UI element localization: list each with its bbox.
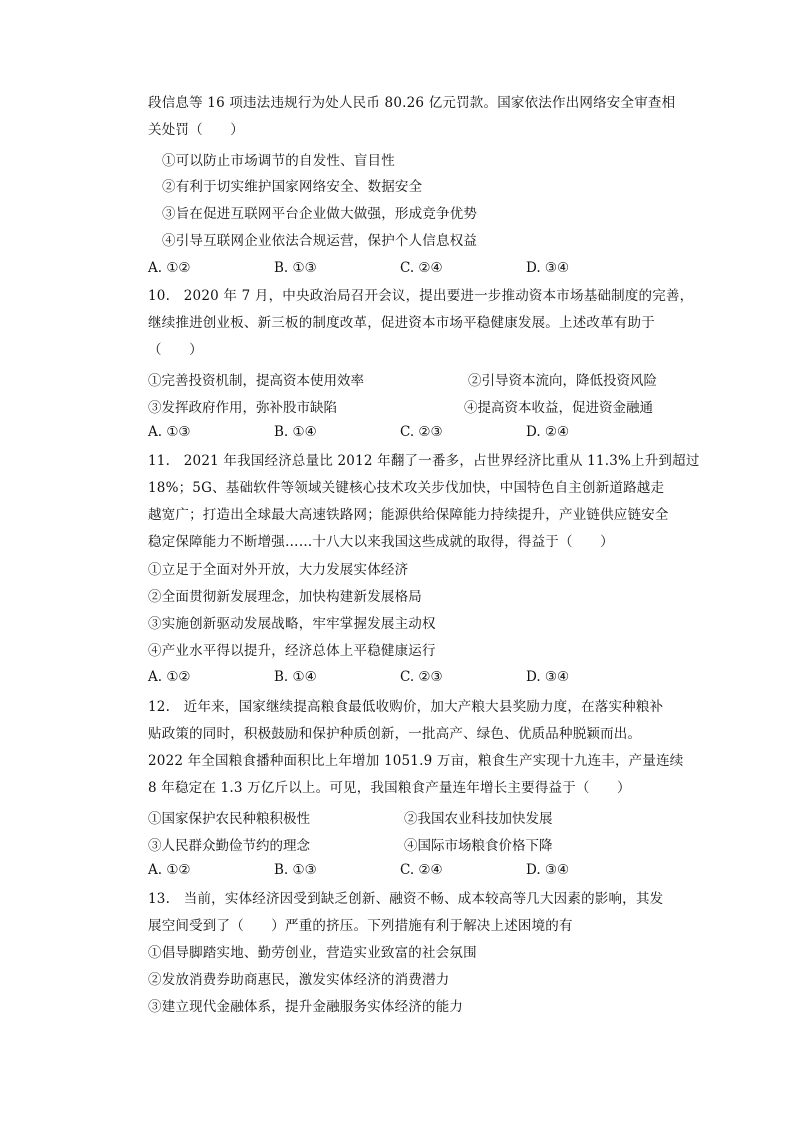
q11-option: ①立足于全面对外开放，大力发展实体经济 — [148, 562, 409, 578]
q10-option: ②引导资本流向，降低投资风险 — [468, 373, 657, 389]
q12-stem-line: 12. 近年来，国家继续提高粮食最低收购价，加大产粮大县奖励力度，在落实种粮补 — [148, 699, 664, 715]
q11-option: ③实施创新驱动发展战略，牢牢掌握发展主动权 — [148, 616, 436, 632]
q9-answer-d: D. ③④ — [526, 260, 570, 276]
q11-stem-line: 18%；5G、基础软件等领域关键核心技术攻关步伐加快，中国特色自主创新道路越走 — [148, 480, 665, 496]
q9-option: ②有利于切实维护国家网络安全、数据安全 — [162, 179, 423, 195]
q11-answer-c: C. ②③ — [400, 669, 443, 685]
q10-option: ③发挥政府作用，弥补股市缺陷 — [148, 400, 337, 416]
q13-stem-line: 13. 当前，实体经济因受到缺乏创新、融资不畅、成本较高等几大因素的影响，其发 — [148, 891, 664, 907]
q10-answer-b: B. ①④ — [274, 424, 317, 440]
q11-option: ②全面贯彻新发展理念，加快构建新发展格局 — [148, 589, 422, 605]
q12-option: ①国家保护农民种粮积极性 — [148, 811, 310, 827]
q11-option: ④产业水平得以提升，经济总体上平稳健康运行 — [148, 643, 436, 659]
q9-answer-a: A. ①② — [148, 260, 191, 276]
q9-option: ③旨在促进互联网平台企业做大做强，形成竞争优势 — [162, 206, 478, 222]
q12-answer-b: B. ①③ — [274, 862, 317, 878]
q11-stem-line: 11. 2021 年我国经济总量比 2012 年翻了一番多，占世界经济比重从 11.3%上升到超过 — [148, 453, 700, 469]
q12-option: ②我国农业科技加快发展 — [404, 811, 553, 827]
q13-option: ②发放消费券助商惠民，激发实体经济的消费潜力 — [148, 972, 450, 988]
q9-answer-b: B. ①③ — [274, 260, 317, 276]
q12-stem-line: 2022 年全国粮食播种面积比上年增加 1051.9 万亩，粮食生产实现十九连丰，产量连续 — [148, 753, 684, 769]
q9-answer-c: C. ②④ — [400, 260, 443, 276]
q13-option: ①倡导脚踏实地、勤劳创业，营造实业致富的社会氛围 — [148, 945, 477, 961]
q12-stem-line: 8 年稳定在 1.3 万亿斤以上。可见，我国粮食产量连年增长主要得益于（ ） — [148, 780, 631, 796]
q12-answer-d: D. ③④ — [526, 862, 570, 878]
q11-answer-d: D. ③④ — [526, 669, 570, 685]
q9-stem-line: 关处罚（ ） — [148, 122, 244, 138]
q10-answer-d: D. ②④ — [526, 424, 570, 440]
q12-stem-line: 贴政策的同时，积极鼓励和保护种质创新，一批高产、绿色、优质品种脱颖而出。 — [148, 726, 642, 742]
q11-answer-a: A. ①② — [148, 669, 191, 685]
q10-option: ④提高资本收益，促进资金融通 — [464, 400, 653, 416]
q11-stem-line: 稳定保障能力不断增强……十八大以来我国这些成就的取得，得益于（ ） — [148, 534, 614, 550]
q10-stem-line: （ ） — [148, 342, 203, 358]
q10-answer-c: C. ②③ — [400, 424, 443, 440]
q12-answer-c: C. ②④ — [400, 862, 443, 878]
q10-option: ①完善投资机制，提高资本使用效率 — [148, 373, 364, 389]
q10-stem-line: 10. 2020 年 7 月，中央政治局召开会议，提出要进一步推动资本市场基础制度的完善， — [148, 288, 694, 304]
q10-stem-line: 继续推进创业板、新三板的制度改革，促进资本市场平稳健康发展。上述改革有助于 — [148, 315, 655, 331]
q12-option: ③人民群众勤俭节约的理念 — [148, 838, 310, 854]
q9-stem-line: 段信息等 16 项违法违规行为处人民币 80.26 亿元罚款。国家依法作出网络安全审查相 — [148, 95, 676, 111]
q13-option: ③建立现代金融体系，提升金融服务实体经济的能力 — [148, 999, 464, 1015]
q11-stem-line: 越宽广；打造出全球最大高速铁路网；能源供给保障能力持续提升，产业链供应链安全 — [148, 507, 669, 523]
q11-answer-b: B. ①④ — [274, 669, 317, 685]
q13-stem-line: 展空间受到了（ ）严重的挤压。下列措施有利于解决上述困境的有 — [148, 918, 573, 934]
q9-option: ④引导互联网企业依法合规运营，保护个人信息权益 — [162, 233, 478, 249]
q12-answer-a: A. ①② — [148, 862, 191, 878]
q10-answer-a: A. ①③ — [148, 424, 191, 440]
q9-option: ①可以防止市场调节的自发性、盲目性 — [162, 153, 395, 169]
q12-option: ④国际市场粮食价格下降 — [404, 838, 553, 854]
